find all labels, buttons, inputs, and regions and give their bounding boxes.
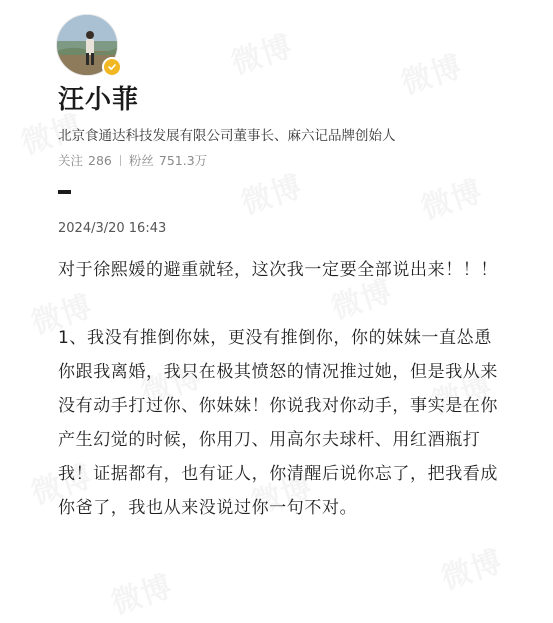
watermark-logo [435, 536, 508, 597]
post-body [58, 253, 498, 525]
watermark-logo [235, 161, 308, 222]
post-paragraph: 对于徐熙媛的避重就轻，这次我一定要全部说出来！！！ [58, 260, 498, 280]
following-label[interactable]: 关注 [58, 153, 84, 168]
watermark-logo [395, 41, 468, 102]
post-timestamp: 2024/3/20 16:43 [58, 221, 167, 236]
profile-stats [58, 151, 207, 169]
post-paragraph: 1、我没有推倒你妹，更没有推倒你，你的妹妹一直怂恿你跟我离婚，我只在极其愤怒的情况推过她，但是我从来没有动手打过你、你妹妹！你说我对你动手，事实是在你产生幻觉的时候，你用刀、用高尔夫球杆、用红酒瓶打我！证据都有，也有证人，你清醒后说你忘了，把我看成你爸了，我也从来没说过你一句不对。 [58, 328, 498, 518]
profile-name[interactable]: 汪小菲 [58, 85, 140, 115]
following-count[interactable]: 286 [88, 152, 112, 168]
profile-bio: 北京食通达科技发展有限公司董事长、麻六记品牌创始人 [58, 128, 396, 144]
section-marker [58, 190, 71, 194]
followers-count[interactable]: 751.3万 [158, 153, 208, 168]
watermark-logo [415, 166, 488, 227]
stats-divider [120, 155, 121, 166]
watermark-logo [225, 21, 298, 82]
verified-badge-icon [102, 57, 122, 77]
watermark-logo [105, 561, 178, 622]
followers-label[interactable]: 粉丝 [128, 153, 154, 168]
